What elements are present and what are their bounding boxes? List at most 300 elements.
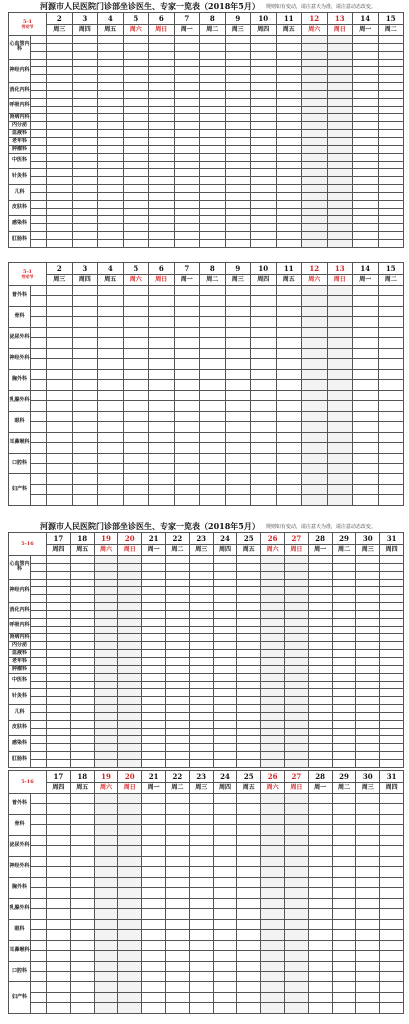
schedule-cell — [47, 185, 73, 193]
department-label: 肛肠科 — [9, 752, 31, 768]
schedule-cell — [213, 728, 237, 736]
schedule-row — [9, 411, 404, 421]
schedule-cell — [251, 495, 277, 505]
schedule-row — [9, 971, 404, 981]
schedule-cell — [225, 224, 251, 232]
schedule-cell — [200, 59, 226, 67]
schedule-cell — [353, 208, 379, 216]
schedule-cell — [213, 804, 237, 814]
schedule-cell — [149, 169, 175, 177]
schedule-cell — [94, 951, 118, 961]
schedule-cell — [308, 556, 332, 564]
schedule-cell — [225, 422, 251, 432]
role-cell — [31, 495, 47, 505]
schedule-cell — [47, 296, 73, 306]
schedule-cell — [200, 43, 226, 51]
schedule-cell — [284, 626, 308, 634]
schedule-cell — [251, 484, 277, 494]
schedule-cell — [72, 369, 98, 379]
schedule-cell — [47, 453, 73, 463]
schedule-cell — [72, 216, 98, 224]
schedule-cell — [225, 338, 251, 348]
schedule-cell — [98, 130, 124, 138]
schedule-cell — [189, 867, 213, 877]
weekday-header: 周二 — [200, 25, 226, 36]
schedule-cell — [47, 650, 71, 658]
schedule-cell — [251, 224, 277, 232]
schedule-cell — [251, 296, 277, 306]
schedule-cell — [118, 673, 142, 681]
schedule-row — [9, 338, 404, 348]
schedule-cell — [276, 239, 302, 247]
schedule-cell — [189, 940, 213, 950]
schedule-cell — [261, 603, 285, 611]
schedule-cell — [166, 846, 190, 856]
schedule-row — [9, 216, 404, 224]
date-header: 13 — [327, 263, 353, 275]
role-cell — [31, 453, 47, 463]
schedule-cell — [213, 835, 237, 845]
schedule-cell — [237, 673, 261, 681]
schedule-cell — [213, 825, 237, 835]
schedule-cell — [327, 122, 353, 130]
role-cell — [31, 909, 47, 919]
schedule-cell — [261, 898, 285, 908]
schedule-cell — [166, 961, 190, 971]
schedule-cell — [237, 618, 261, 626]
schedule-cell — [332, 982, 356, 992]
schedule-cell — [72, 359, 98, 369]
schedule-cell — [174, 390, 200, 400]
schedule-cell — [327, 484, 353, 494]
schedule-cell — [308, 804, 332, 814]
schedule-cell — [98, 359, 124, 369]
schedule-cell — [200, 36, 226, 44]
schedule-cell — [251, 106, 277, 114]
schedule-cell — [378, 495, 404, 505]
schedule-cell — [70, 626, 94, 634]
schedule-cell — [47, 422, 73, 432]
schedule-row — [9, 697, 404, 705]
schedule-cell — [123, 327, 149, 337]
schedule-cell — [200, 98, 226, 106]
schedule-cell — [225, 432, 251, 442]
department-label: 肾病内科 — [9, 114, 30, 121]
schedule-cell — [174, 59, 200, 67]
schedule-cell — [70, 595, 94, 603]
schedule-cell — [332, 736, 356, 744]
schedule-cell — [276, 463, 302, 473]
schedule-cell — [72, 106, 98, 114]
schedule-cell — [189, 814, 213, 824]
schedule-cell — [353, 59, 379, 67]
schedule-cell — [47, 610, 71, 618]
schedule-cell — [380, 571, 404, 579]
schedule-cell — [47, 961, 71, 971]
schedule-cell — [47, 317, 73, 327]
role-cell — [31, 359, 47, 369]
schedule-cell — [70, 556, 94, 564]
schedule-cell — [200, 443, 226, 453]
date-header: 22 — [166, 771, 190, 783]
schedule-cell — [237, 689, 261, 697]
document-title-row — [40, 0, 405, 12]
schedule-cell — [378, 43, 404, 51]
role-cell — [31, 982, 47, 992]
schedule-row — [9, 90, 404, 98]
schedule-cell — [166, 673, 190, 681]
date-header: 4 — [98, 13, 124, 25]
schedule-cell — [200, 411, 226, 421]
schedule-cell — [237, 626, 261, 634]
schedule-cell — [237, 940, 261, 950]
schedule-cell — [378, 36, 404, 44]
schedule-cell — [251, 161, 277, 169]
weekday-header: 周日 — [327, 25, 353, 36]
schedule-cell — [98, 401, 124, 411]
schedule-cell — [332, 909, 356, 919]
role-cell — [31, 36, 47, 44]
schedule-cell — [47, 1003, 71, 1013]
schedule-cell — [70, 728, 94, 736]
schedule-cell — [47, 867, 71, 877]
schedule-cell — [276, 359, 302, 369]
schedule-cell — [284, 825, 308, 835]
schedule-row — [9, 137, 404, 145]
first-date: 5-1 — [22, 18, 33, 25]
date-header: 26 — [261, 771, 285, 783]
department-label: 心血管内科 — [9, 36, 31, 60]
schedule-cell — [123, 177, 149, 185]
schedule-cell — [380, 825, 404, 835]
department-label: 针灸科 — [9, 689, 31, 705]
schedule-cell — [98, 216, 124, 224]
weekday-header: 周五 — [237, 783, 261, 794]
schedule-cell — [276, 145, 302, 153]
weekday-header: 周四 — [213, 783, 237, 794]
schedule-cell — [149, 453, 175, 463]
schedule-cell — [356, 712, 380, 720]
schedule-row — [9, 814, 404, 824]
schedule-cell — [94, 940, 118, 950]
schedule-cell — [213, 634, 237, 642]
schedule-cell — [70, 744, 94, 752]
schedule-cell — [166, 720, 190, 728]
date-header: 6 — [149, 263, 175, 275]
schedule-cell — [308, 835, 332, 845]
schedule-cell — [276, 98, 302, 106]
schedule-cell — [378, 145, 404, 153]
schedule-cell — [149, 200, 175, 208]
role-cell — [31, 169, 47, 177]
schedule-cell — [70, 712, 94, 720]
schedule-cell — [166, 579, 190, 587]
schedule-row — [9, 610, 404, 618]
schedule-cell — [123, 432, 149, 442]
schedule-cell — [251, 185, 277, 193]
role-cell — [31, 825, 47, 835]
schedule-row — [9, 681, 404, 689]
schedule-cell — [276, 200, 302, 208]
schedule-cell — [302, 169, 328, 177]
schedule-cell — [166, 919, 190, 929]
schedule-cell — [47, 563, 71, 571]
schedule-cell — [118, 992, 142, 1002]
weekday-header: 周四 — [47, 783, 71, 794]
schedule-cell — [261, 642, 285, 650]
role-cell — [31, 846, 47, 856]
schedule-cell — [356, 982, 380, 992]
schedule-cell — [70, 992, 94, 1002]
schedule-cell — [327, 453, 353, 463]
schedule-cell — [166, 556, 190, 564]
schedule-row — [9, 161, 404, 169]
schedule-cell — [213, 736, 237, 744]
schedule-cell — [353, 106, 379, 114]
schedule-cell — [213, 665, 237, 673]
schedule-cell — [213, 867, 237, 877]
role-cell — [31, 348, 47, 358]
schedule-cell — [72, 411, 98, 421]
weekday-header: 周五 — [98, 275, 124, 286]
department-label: 消化内科 — [9, 83, 31, 99]
schedule-cell — [47, 145, 73, 153]
schedule-cell — [225, 411, 251, 421]
schedule-cell — [284, 603, 308, 611]
schedule-cell — [174, 432, 200, 442]
schedule-cell — [189, 909, 213, 919]
schedule-cell — [276, 130, 302, 138]
schedule-cell — [261, 982, 285, 992]
schedule-row — [9, 495, 404, 505]
schedule-cell — [308, 909, 332, 919]
schedule-cell — [237, 571, 261, 579]
schedule-cell — [47, 603, 71, 611]
schedule-cell — [251, 83, 277, 91]
schedule-cell — [47, 556, 71, 564]
schedule-cell — [380, 650, 404, 658]
schedule-cell — [302, 90, 328, 98]
schedule-cell — [70, 867, 94, 877]
schedule-cell — [123, 43, 149, 51]
schedule-cell — [356, 794, 380, 804]
schedule-cell — [327, 153, 353, 161]
schedule-cell — [251, 67, 277, 75]
schedule-cell — [47, 992, 71, 1002]
schedule-cell — [378, 98, 404, 106]
schedule-cell — [356, 650, 380, 658]
schedule-cell — [308, 752, 332, 760]
role-cell — [31, 59, 47, 67]
schedule-cell — [356, 825, 380, 835]
schedule-cell — [189, 642, 213, 650]
schedule-cell — [276, 474, 302, 484]
date-header: 23 — [189, 533, 213, 545]
schedule-cell — [149, 130, 175, 138]
weekday-header: 周四 — [213, 545, 237, 556]
schedule-cell — [237, 579, 261, 587]
schedule-cell — [166, 563, 190, 571]
role-cell — [31, 971, 47, 981]
schedule-cell — [149, 369, 175, 379]
schedule-cell — [261, 909, 285, 919]
schedule-cell — [98, 286, 124, 296]
weekday-header: 周六 — [302, 275, 328, 286]
schedule-cell — [47, 930, 71, 940]
weekday-header: 周四 — [380, 545, 404, 556]
schedule-cell — [327, 495, 353, 505]
schedule-cell — [213, 579, 237, 587]
schedule-cell — [200, 137, 226, 145]
schedule-cell — [225, 122, 251, 130]
schedule-cell — [276, 43, 302, 51]
schedule-cell — [47, 169, 73, 177]
schedule-cell — [261, 556, 285, 564]
schedule-cell — [47, 200, 73, 208]
schedule-cell — [327, 317, 353, 327]
schedule-cell — [251, 43, 277, 51]
schedule-cell — [213, 856, 237, 866]
schedule-cell — [276, 317, 302, 327]
schedule-cell — [237, 736, 261, 744]
schedule-cell — [98, 153, 124, 161]
schedule-cell — [70, 814, 94, 824]
schedule-cell — [189, 835, 213, 845]
schedule-cell — [308, 681, 332, 689]
schedule-cell — [94, 888, 118, 898]
schedule-cell — [237, 867, 261, 877]
schedule-cell — [353, 359, 379, 369]
schedule-cell — [276, 67, 302, 75]
schedule-cell — [123, 224, 149, 232]
schedule-cell — [72, 484, 98, 494]
schedule-cell — [276, 369, 302, 379]
schedule-cell — [353, 432, 379, 442]
department-label: 神经外科 — [9, 856, 31, 877]
schedule-cell — [378, 224, 404, 232]
schedule-row — [9, 286, 404, 296]
schedule-cell — [149, 137, 175, 145]
schedule-cell — [276, 169, 302, 177]
schedule-cell — [47, 759, 71, 767]
schedule-cell — [149, 161, 175, 169]
date-header: 31 — [380, 533, 404, 545]
schedule-cell — [327, 75, 353, 83]
schedule-cell — [123, 463, 149, 473]
role-cell — [31, 1003, 47, 1013]
schedule-cell — [70, 930, 94, 940]
schedule-cell — [356, 814, 380, 824]
first-date-label — [9, 771, 47, 794]
schedule-cell — [353, 153, 379, 161]
schedule-cell — [261, 736, 285, 744]
schedule-cell — [237, 634, 261, 642]
schedule-cell — [380, 752, 404, 760]
role-cell — [31, 603, 47, 611]
schedule-cell — [284, 867, 308, 877]
schedule-cell — [118, 919, 142, 929]
schedule-cell — [72, 177, 98, 185]
schedule-cell — [118, 1003, 142, 1013]
schedule-cell — [261, 794, 285, 804]
holiday-label: 劳动节 — [21, 23, 34, 29]
weekday-header: 周三 — [189, 783, 213, 794]
schedule-row — [9, 43, 404, 51]
schedule-row — [9, 83, 404, 91]
schedule-cell — [118, 587, 142, 595]
schedule-cell — [353, 239, 379, 247]
schedule-cell — [332, 1003, 356, 1013]
schedule-cell — [237, 919, 261, 929]
schedule-cell — [47, 728, 71, 736]
schedule-cell — [251, 177, 277, 185]
schedule-cell — [166, 888, 190, 898]
schedule-cell — [213, 971, 237, 981]
role-cell — [31, 856, 47, 866]
schedule-cell — [47, 814, 71, 824]
schedule-cell — [380, 736, 404, 744]
schedule-cell — [356, 1003, 380, 1013]
schedule-row — [9, 835, 404, 845]
schedule-cell — [149, 232, 175, 240]
schedule-cell — [118, 898, 142, 908]
schedule-cell — [261, 877, 285, 887]
schedule-cell — [98, 67, 124, 75]
schedule-cell — [118, 697, 142, 705]
schedule-cell — [123, 390, 149, 400]
schedule-cell — [213, 642, 237, 650]
schedule-cell — [142, 940, 166, 950]
schedule-cell — [378, 348, 404, 358]
schedule-cell — [72, 338, 98, 348]
weekday-header: 周日 — [284, 545, 308, 556]
schedule-cell — [118, 794, 142, 804]
schedule-cell — [225, 200, 251, 208]
schedule-cell — [70, 697, 94, 705]
schedule-cell — [200, 338, 226, 348]
weekday-header: 周日 — [118, 783, 142, 794]
schedule-cell — [332, 804, 356, 814]
weekday-header: 周四 — [251, 25, 277, 36]
schedule-cell — [380, 888, 404, 898]
schedule-cell — [200, 317, 226, 327]
schedule-cell — [327, 232, 353, 240]
schedule-cell — [308, 877, 332, 887]
schedule-cell — [284, 665, 308, 673]
schedule-row — [9, 689, 404, 697]
schedule-cell — [200, 192, 226, 200]
schedule-cell — [378, 90, 404, 98]
schedule-cell — [378, 51, 404, 59]
schedule-cell — [118, 888, 142, 898]
schedule-cell — [261, 1003, 285, 1013]
role-cell — [31, 992, 47, 1002]
schedule-row — [9, 177, 404, 185]
schedule-table-s2 — [8, 262, 404, 506]
schedule-row — [9, 59, 404, 67]
department-label: 中医科 — [9, 153, 31, 169]
schedule-cell — [72, 169, 98, 177]
schedule-cell — [237, 752, 261, 760]
schedule-cell — [189, 587, 213, 595]
schedule-cell — [380, 618, 404, 626]
schedule-row — [9, 145, 404, 153]
schedule-cell — [72, 208, 98, 216]
schedule-cell — [98, 232, 124, 240]
weekday-header: 周二 — [166, 545, 190, 556]
schedule-cell — [213, 744, 237, 752]
schedule-cell — [327, 98, 353, 106]
